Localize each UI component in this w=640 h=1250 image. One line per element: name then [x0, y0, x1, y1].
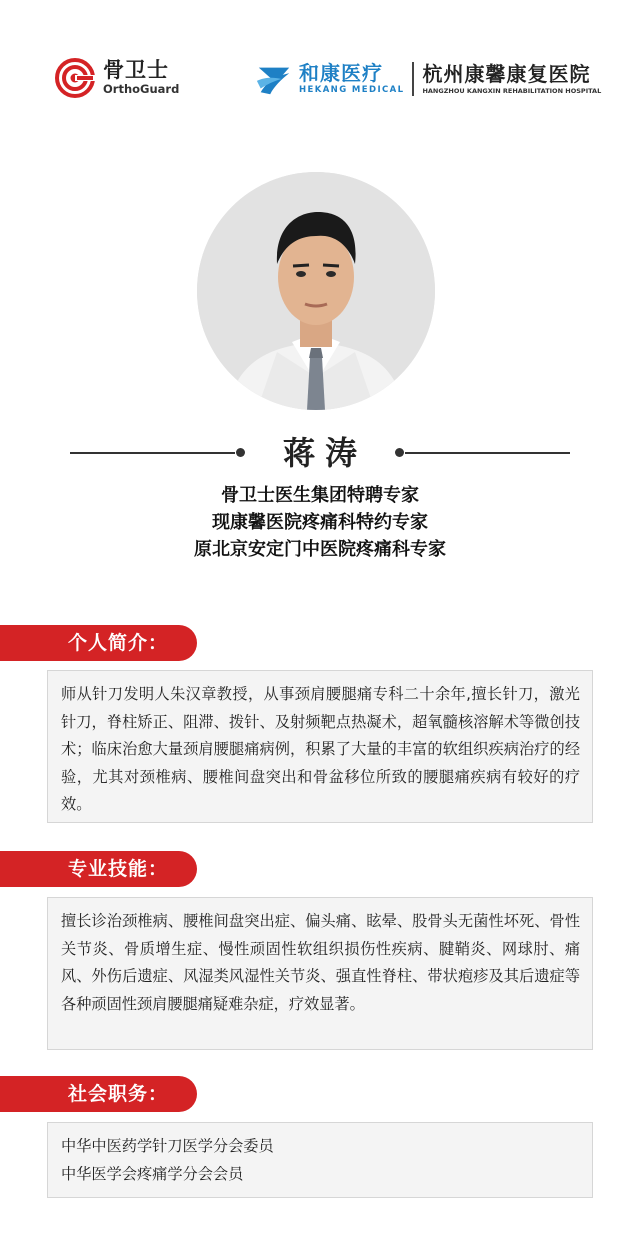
doctor-title: 原北京安定门中医院疼痛科专家 — [194, 539, 446, 560]
hekang-logo-icon — [255, 60, 293, 98]
orthoguard-logo-en: OrthoGuard — [103, 82, 180, 97]
hospital-name-cn: 杭州康馨康复医院 — [422, 61, 591, 86]
section-box-skills — [47, 897, 593, 1050]
hekang-brand-en: HEKANG MEDICAL — [299, 85, 405, 96]
hekang-brand-cn: 和康医疗 — [299, 61, 383, 86]
section-tab-intro: 个人简介： — [0, 625, 197, 661]
section-tab-roles: 社会职务： — [0, 1076, 197, 1112]
orthoguard-logo — [55, 58, 179, 98]
role-item: 中华医学会疼痛学分会会员 — [61, 1164, 244, 1183]
section-box-roles — [47, 1122, 593, 1198]
doctor-title: 骨卫士医生集团特聘专家 — [221, 485, 419, 506]
hekang-logo — [255, 60, 601, 98]
section-box-intro — [47, 670, 593, 823]
doctor-title: 现康馨医院疼痛科特约专家 — [212, 512, 428, 533]
doctor-name: 蒋涛 — [282, 434, 367, 472]
name-dot-right — [395, 448, 404, 457]
doctor-portrait — [197, 172, 435, 410]
intro-text: 师从针刀发明人朱汉章教授，从事颈肩腰腿痛专科二十余年,擅长针刀，激光针刀，脊柱矫正、阻滞、拨针、及射频靶点热凝术，超氧髓核溶解术等微创技术；临床治愈大量颈肩腰腿痛病例，积累了大量的丰富的软组织疾病治疗的经验，尤其对颈椎病、腰椎间盘突出和骨盆移位所致的腰腿痛疾病有较好的疗效。 — [61, 685, 580, 813]
doctor-name-row — [70, 428, 570, 478]
skills-text: 擅长诊治颈椎病、腰椎间盘突出症、偏头痛、眩晕、股骨头无菌性坏死、骨性关节炎、骨质增生症、慢性顽固性软组织损伤性疾病、腱鞘炎、网球肘、痛风、外伤后遗症、风湿类风湿性关节炎、强直性脊柱、带状疱疹及其后遗症等各种顽固性颈肩腰腿痛疑难杂症，疗效显著。 — [61, 912, 580, 1013]
role-item: 中华中医药学针刀医学分会委员 — [61, 1137, 274, 1155]
orthoguard-logo-icon — [55, 58, 95, 98]
name-divider-right — [405, 452, 570, 454]
doctor-portrait-illustration — [197, 172, 435, 410]
doctor-titles — [0, 482, 640, 563]
logo-divider — [412, 62, 414, 96]
hospital-name-en: HANGZHOU KANGXIN REHABILITATION HOSPITAL — [422, 86, 602, 95]
section-tab-skills: 专业技能： — [0, 851, 197, 887]
orthoguard-logo-cn: 骨卫士 — [103, 58, 169, 83]
